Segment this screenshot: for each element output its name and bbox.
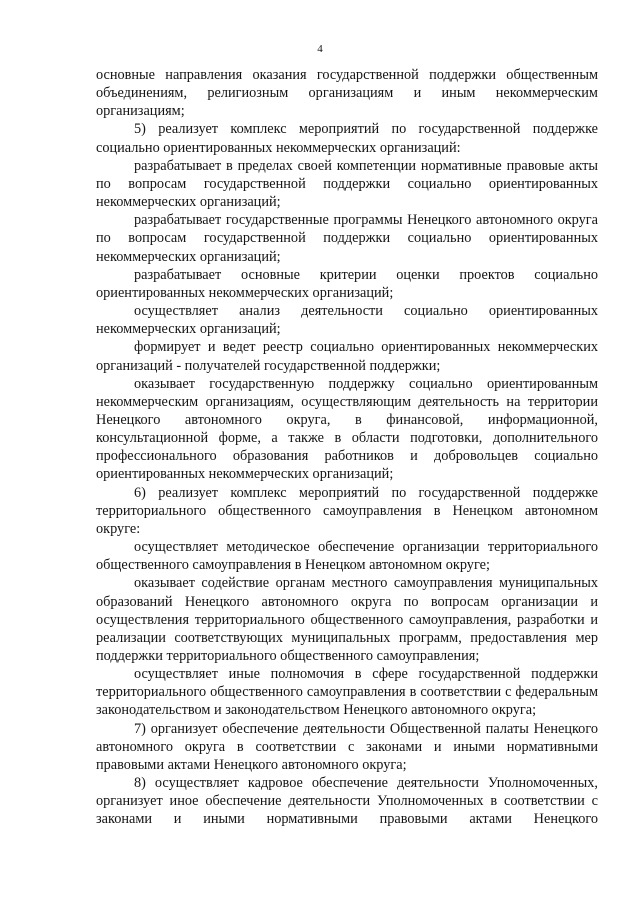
page-number: 4 — [317, 43, 323, 55]
paragraph: 5) реализует комплекс мероприятий по государственной поддержке социально ориентированных некоммерческих организаций: — [96, 121, 598, 156]
paragraph: формирует и ведет реестр социально ориентированных некоммерческих организаций - получателей государственной поддержки; — [96, 339, 598, 374]
paragraph: разрабатывает основные критерии оценки проектов социально ориентированных некоммерческих организаций; — [96, 266, 598, 301]
paragraph: 6) реализует комплекс мероприятий по государственной поддержке территориального общественного самоуправления в Ненецком автономном округе: — [96, 484, 598, 537]
paragraph: осуществляет анализ деятельности социально ориентированных некоммерческих организаций; — [96, 303, 598, 338]
paragraph: разрабатывает в пределах своей компетенции нормативные правовые акты по вопросам государственной поддержки социально ориентированных некоммерческих организаций; — [96, 157, 598, 211]
document-body — [96, 66, 598, 829]
paragraph: оказывает содействие органам местного самоуправления муниципальных образований Ненецкого автономного округа по вопросам организации и осуществления территориального общественного самоуправления, разработки и реализации соответствующих муниципальных программ, предоставления мер поддержки территориального общественного самоуправления; — [96, 575, 598, 664]
paragraph: 7) организует обеспечение деятельности Общественной палаты Ненецкого автономного округа в соответствии с законами и иными нормативными правовыми актами Ненецкого автономного округа; — [96, 720, 598, 773]
paragraph: основные направления оказания государственной поддержки общественным объединениям, религиозным организациям и иным некоммерческим организациям; — [96, 67, 598, 120]
paragraph: 8) осуществляет кадровое обеспечение деятельности Уполномоченных, организует иное обеспечение деятельности Уполномоченных в соответствии с законами и иными нормативными правовыми актами Ненецкого — [96, 775, 598, 828]
paragraph: осуществляет иные полномочия в сфере государственной поддержки территориального общественного самоуправления в соответствии с федеральным законодательством и законодательством Ненецкого автономного округа; — [96, 666, 598, 719]
paragraph: разрабатывает государственные программы Ненецкого автономного округа по вопросам государственной поддержки социально ориентированных некоммерческих организаций; — [96, 212, 598, 265]
paragraph: оказывает государственную поддержку социально ориентированным некоммерческим организациям, осуществляющим деятельность на территории Ненецкого автономного округа, в финансовой, информационной, консультационной форме, а также в области подготовки, дополнительного профессионального образования работников и добровольцев социально ориентированных некоммерческих организаций; — [96, 375, 598, 483]
paragraph: осуществляет методическое обеспечение организации территориального общественного самоуправления в Ненецком автономном округе; — [96, 539, 598, 574]
